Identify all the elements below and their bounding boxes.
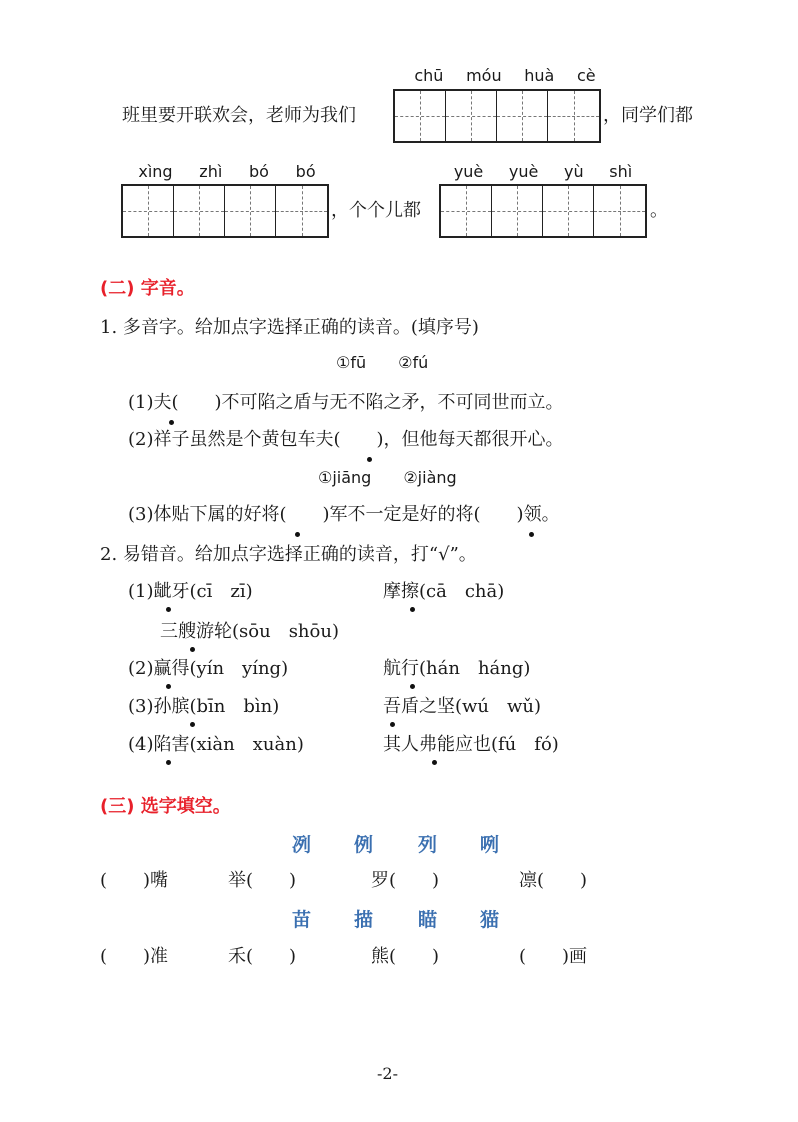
intro-line1-after: ，同学们都: [603, 105, 693, 126]
tianzige-cell[interactable]: [225, 186, 276, 236]
section3-heading: (三) 选字填空。: [100, 796, 231, 817]
emphasis-dot: [295, 532, 300, 537]
tianzige-cell[interactable]: [548, 91, 599, 141]
q2-item: 航行(hán háng): [383, 658, 531, 679]
q2-item: 摩擦(cā chā): [383, 581, 505, 602]
pinyin-syllable: móu: [466, 66, 502, 85]
emphasis-dot: [166, 607, 171, 612]
fill-blank[interactable]: ( )画: [519, 946, 588, 967]
pinyin-syllable: bó: [249, 162, 269, 181]
emphasis-dot: [166, 760, 171, 765]
emphasis-dot: [190, 647, 195, 652]
char-option: 例: [354, 834, 374, 856]
tianzige-cell[interactable]: [543, 186, 594, 236]
fill-blank[interactable]: 凛( ): [519, 870, 588, 891]
pinyin-syllable: zhì: [199, 162, 223, 181]
tianzige-cell[interactable]: [123, 186, 174, 236]
pinyin-syllable: xìng: [138, 162, 173, 181]
char-option: 冽: [292, 834, 312, 856]
q1-sentence-2: (2)祥子虽然是个黄包车夫( )，但他每天都很开心。: [128, 429, 564, 450]
fill-blank[interactable]: 举( ): [228, 870, 297, 891]
emphasis-dot: [410, 684, 415, 689]
fill-blank[interactable]: 禾( ): [228, 946, 297, 967]
tianzige-cell[interactable]: [174, 186, 225, 236]
tianzige-cell[interactable]: [492, 186, 543, 236]
char-option: 描: [354, 909, 374, 931]
emphasis-dot: [367, 457, 372, 462]
emphasis-dot: [410, 607, 415, 612]
tianzige-cell[interactable]: [395, 91, 446, 141]
pinyin-row-a: [403, 66, 607, 86]
tianzige-box-b[interactable]: [121, 184, 329, 238]
tianzige-cell[interactable]: [441, 186, 492, 236]
pinyin-row-c: [441, 162, 645, 182]
intro-line1-text: 班里要开联欢会，老师为我们: [122, 105, 356, 126]
q2-item: (2)赢得(yín yíng): [128, 658, 289, 679]
fill-blank[interactable]: 罗( ): [371, 870, 440, 891]
q2-item: (3)孙膑(bīn bìn): [128, 696, 280, 717]
pinyin-syllable: huà: [524, 66, 555, 85]
intro-line2-middle: ，个个儿都: [331, 200, 421, 221]
pinyin-row-b: [125, 162, 329, 182]
page-number: -2-: [377, 1064, 398, 1083]
char-option: 咧: [480, 834, 500, 856]
emphasis-dot: [166, 684, 171, 689]
fill-blank[interactable]: ( )嘴: [100, 870, 169, 891]
fill-blank[interactable]: ( )准: [100, 946, 169, 967]
tianzige-cell[interactable]: [446, 91, 497, 141]
emphasis-dot: [529, 532, 534, 537]
char-option: 瞄: [418, 909, 438, 931]
char-option: 苗: [292, 909, 312, 931]
pinyin-syllable: shì: [609, 162, 633, 181]
q1-sentence-3: (3)体贴下属的好将( )军不一定是好的将( )领。: [128, 504, 560, 525]
pinyin-syllable: cè: [576, 66, 596, 85]
tianzige-cell[interactable]: [497, 91, 548, 141]
pinyin-syllable: bó: [295, 162, 316, 181]
q1-options-1: ①fū ②fú: [336, 353, 429, 372]
pinyin-syllable: yuè: [453, 162, 484, 181]
section2-heading: (二) 字音。: [100, 278, 195, 299]
q1-sentence-1: (1)夫( )不可陷之盾与无不陷之矛，不可同世而立。: [128, 392, 564, 413]
pinyin-syllable: chū: [414, 66, 444, 85]
emphasis-dot: [432, 760, 437, 765]
q1-title: 1. 多音字。给加点字选择正确的读音。(填序号): [100, 317, 479, 338]
q2-item: 吾盾之坚(wú wǔ): [383, 696, 542, 717]
char-option: 猫: [480, 909, 500, 931]
fill-blank[interactable]: 熊( ): [371, 946, 440, 967]
q2-item: 其人弗能应也(fú fó): [383, 734, 559, 755]
tianzige-cell[interactable]: [594, 186, 645, 236]
emphasis-dot: [169, 420, 174, 425]
emphasis-dot: [390, 722, 395, 727]
emphasis-dot: [190, 722, 195, 727]
intro-line2-end: 。: [650, 200, 668, 221]
q2-item: (4)陷害(xiàn xuàn): [128, 734, 304, 755]
q2-title: 2. 易错音。给加点字选择正确的读音，打“√”。: [100, 544, 477, 565]
tianzige-cell[interactable]: [276, 186, 327, 236]
pinyin-syllable: yuè: [508, 162, 539, 181]
char-option: 列: [418, 834, 438, 856]
tianzige-box-c[interactable]: [439, 184, 647, 238]
q2-item: (1)龇牙(cī zī): [128, 581, 253, 602]
pinyin-syllable: yù: [564, 162, 584, 181]
q1-options-2: ①jiāng ②jiàng: [318, 468, 457, 487]
tianzige-box-a[interactable]: [393, 89, 601, 143]
q2-item: 三艘游轮(sōu shōu): [160, 621, 339, 642]
